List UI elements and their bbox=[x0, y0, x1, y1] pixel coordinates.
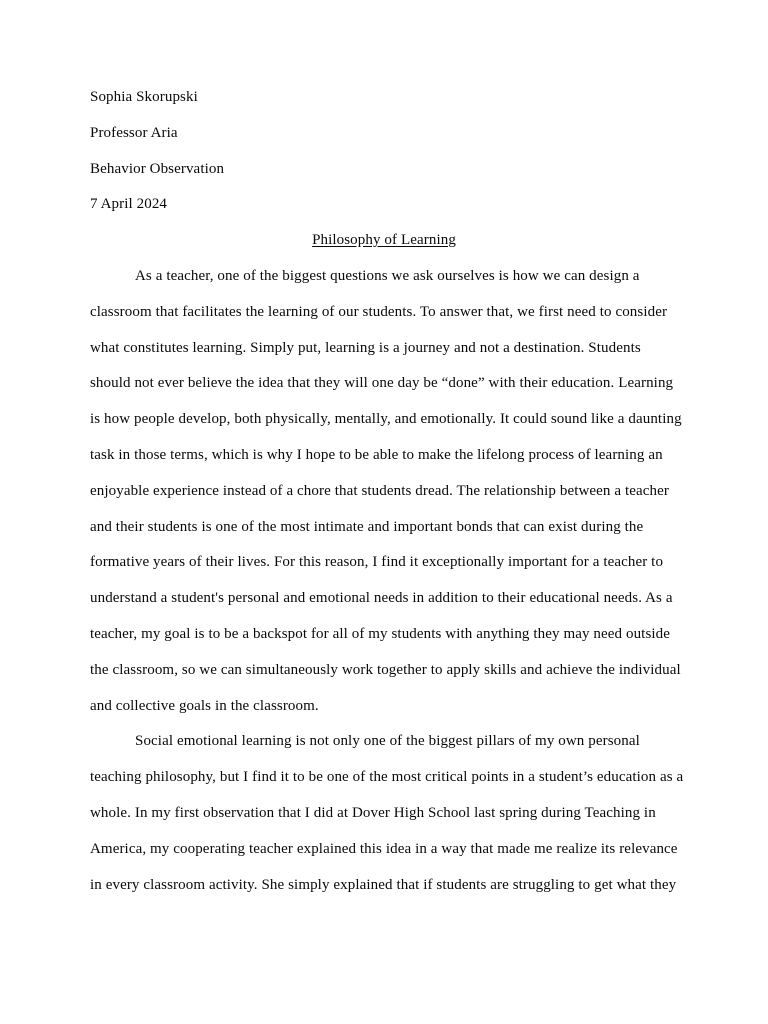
essay-line: Social emotional learning is not only one of the biggest pillars of my own personal bbox=[135, 733, 640, 750]
header-professor: Professor Aria bbox=[90, 124, 178, 141]
header-course: Behavior Observation bbox=[90, 160, 225, 177]
header-author: Sophia Skorupski bbox=[90, 89, 198, 105]
essay-line: and collective goals in the classroom. bbox=[90, 697, 319, 714]
essay-line: task in those terms, which is why I hope to be able to make the lifelong process of learning an bbox=[90, 446, 663, 463]
header-date: 7 April 2024 bbox=[90, 196, 168, 213]
essay-line: in every classroom activity. She simply explained that if students are struggling to get what they bbox=[90, 876, 677, 893]
essay-line: whole. In my first observation that I did at Dover High School last spring during Teaching in bbox=[90, 804, 656, 821]
essay-line: should not ever believe the idea that they will one day be “done” with their education. Learning bbox=[90, 375, 674, 392]
essay-title bbox=[90, 223, 678, 259]
essay-line: is how people develop, both physically, mentally, and emotionally. It could sound like a daunting bbox=[90, 411, 682, 428]
essay-line: formative years of their lives. For this reason, I find it exceptionally important for a teacher to bbox=[90, 554, 664, 571]
essay-line: what constitutes learning. Simply put, learning is a journey and not a destination. Students bbox=[90, 339, 641, 356]
essay-line: and their students is one of the most intimate and important bonds that can exist during the bbox=[90, 518, 644, 535]
essay-title-text: Philosophy of Learning bbox=[312, 232, 456, 249]
essay-line: enjoyable experience instead of a chore that students dread. The relationship between a teacher bbox=[90, 482, 669, 499]
essay-line: America, my cooperating teacher explained this idea in a way that made me realize its relevance bbox=[90, 840, 678, 857]
essay-line: classroom that facilitates the learning of our students. To answer that, we first need to consider bbox=[90, 303, 668, 320]
essay-line: teaching philosophy, but I find it to be one of the most critical points in a student’s education as a bbox=[90, 769, 684, 786]
essay-line: the classroom, so we can simultaneously work together to apply skills and achieve the individual bbox=[90, 661, 681, 678]
essay-line: understand a student's personal and emotional needs in addition to their educational needs. As a bbox=[90, 590, 673, 607]
essay-line: As a teacher, one of the biggest questions we ask ourselves is how we can design a bbox=[135, 267, 640, 284]
essay-line: teacher, my goal is to be a backspot for all of my students with anything they may need outside bbox=[90, 625, 671, 642]
